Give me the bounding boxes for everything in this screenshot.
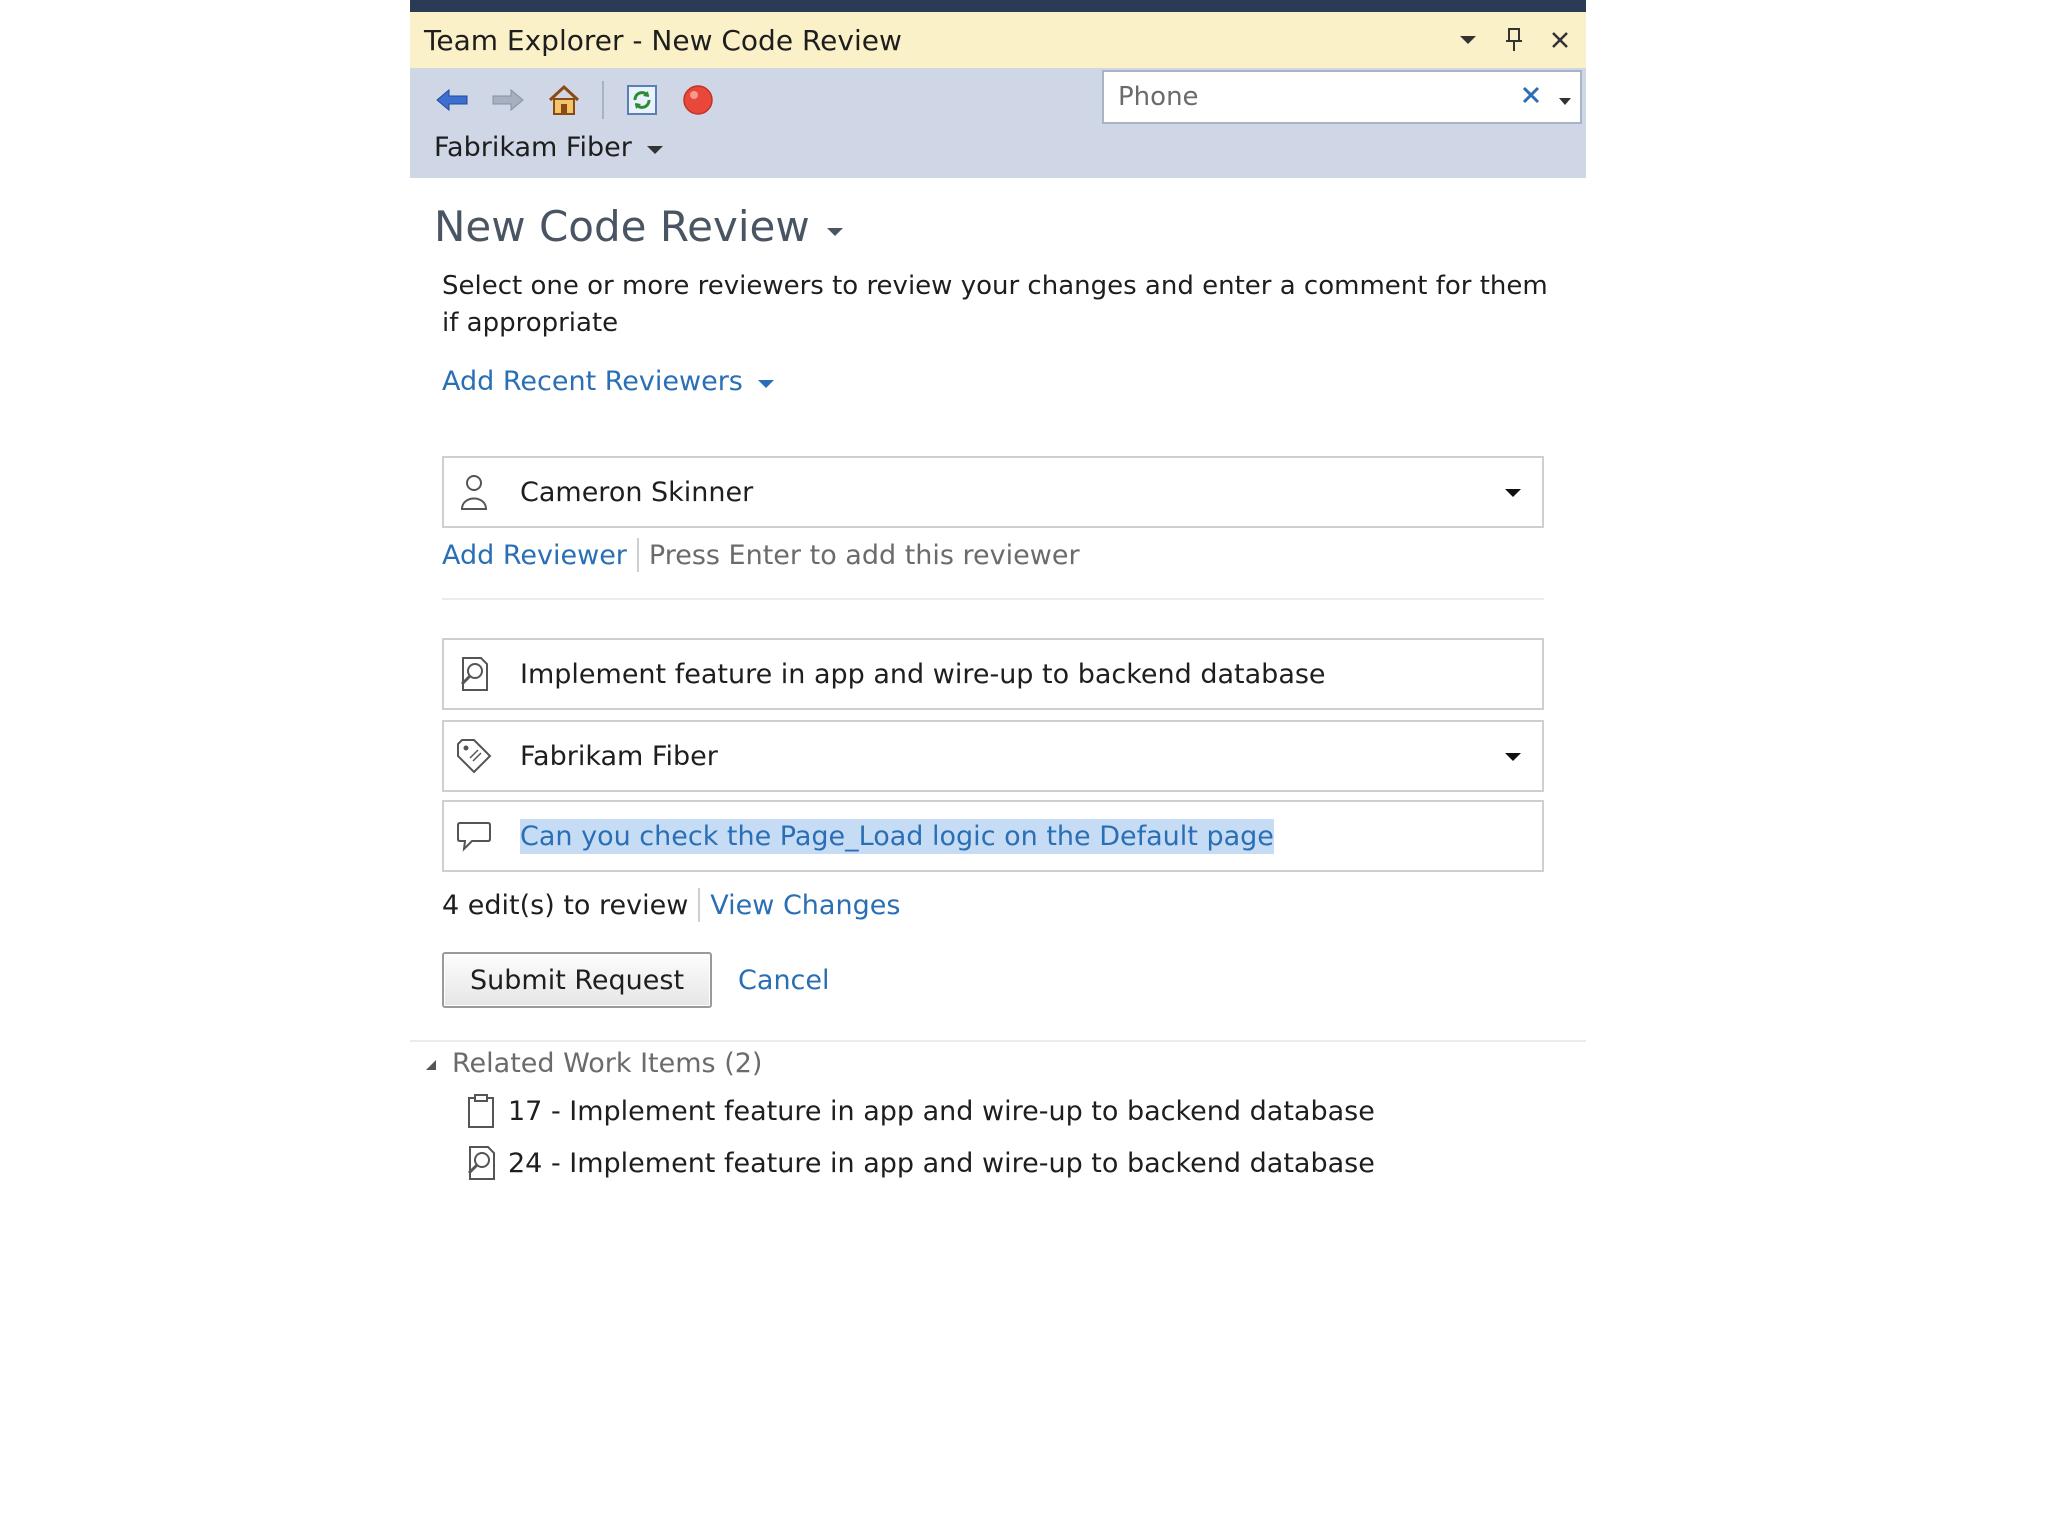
reviewer-combobox[interactable] — [442, 456, 1544, 528]
reviewer-dropdown-icon[interactable] — [1504, 484, 1522, 503]
add-reviewer-hint: Press Enter to add this reviewer — [648, 539, 1080, 571]
team-project-value: Fabrikam Fiber — [520, 740, 718, 772]
page-title-row[interactable] — [434, 202, 844, 251]
close-icon[interactable] — [1548, 28, 1572, 52]
project-name: Fabrikam Fiber — [434, 132, 632, 163]
actions-row — [442, 952, 830, 1008]
window-controls — [1456, 12, 1572, 68]
edits-row — [442, 888, 900, 922]
search-dropdown-icon[interactable] — [1558, 92, 1572, 111]
page-title: New Code Review — [434, 202, 810, 251]
refresh-icon[interactable] — [624, 82, 660, 118]
toolbar-separator — [602, 81, 604, 119]
divider — [442, 598, 1544, 600]
separator — [698, 888, 700, 922]
code-review-icon — [454, 654, 494, 694]
team-project-combobox[interactable] — [442, 720, 1544, 792]
pin-icon[interactable] — [1502, 28, 1526, 52]
add-recent-reviewers-link[interactable] — [442, 366, 775, 397]
toolbar-buttons — [434, 78, 716, 122]
forward-arrow-icon[interactable] — [490, 82, 526, 118]
clear-search-icon[interactable] — [1520, 84, 1542, 110]
person-icon — [454, 472, 494, 512]
project-selector[interactable] — [434, 132, 664, 163]
content-pane — [410, 178, 1586, 1360]
edits-summary: 4 edit(s) to review — [442, 889, 689, 921]
review-title-value: Implement feature in app and wire-up to backend database — [520, 658, 1326, 690]
related-work-item-label: 17 - Implement feature in app and wire-up to backend database — [508, 1095, 1375, 1127]
add-reviewer-row — [442, 538, 1080, 572]
home-icon[interactable] — [546, 82, 582, 118]
related-work-items-label: Related Work Items (2) — [452, 1048, 763, 1079]
cancel-link[interactable]: Cancel — [738, 964, 830, 996]
toolbar — [410, 68, 1586, 178]
chevron-down-icon — [757, 366, 775, 397]
divider — [410, 1040, 1586, 1042]
tag-icon — [454, 736, 494, 776]
task-icon — [462, 1092, 500, 1130]
review-title-field[interactable] — [442, 638, 1544, 710]
search-box[interactable] — [1102, 70, 1582, 124]
back-arrow-icon[interactable] — [434, 82, 470, 118]
comment-value: Can you check the Page_Load logic on the Default page — [520, 820, 1274, 852]
chevron-down-icon — [646, 132, 664, 163]
search-input[interactable] — [1118, 82, 1498, 112]
speech-bubble-icon — [454, 816, 494, 856]
collapse-triangle-icon[interactable] — [424, 1048, 438, 1079]
stop-icon[interactable] — [680, 82, 716, 118]
comment-field[interactable] — [442, 800, 1544, 872]
view-changes-link[interactable]: View Changes — [710, 889, 901, 921]
separator — [637, 538, 639, 572]
window-menu-dropdown-icon[interactable] — [1456, 28, 1480, 52]
team-project-dropdown-icon[interactable] — [1504, 748, 1522, 767]
title-bar — [410, 12, 1586, 68]
add-reviewer-link[interactable]: Add Reviewer — [442, 539, 627, 571]
reviewer-value: Cameron Skinner — [520, 476, 754, 508]
submit-request-button[interactable]: Submit Request — [442, 952, 712, 1008]
team-explorer-window — [410, 0, 1586, 1360]
related-work-items-header[interactable] — [424, 1048, 762, 1079]
window-title: Team Explorer - New Code Review — [424, 23, 902, 57]
related-work-item-label: 24 - Implement feature in app and wire-up to backend database — [508, 1147, 1375, 1179]
related-work-item[interactable] — [462, 1144, 1375, 1182]
instructions-text: Select one or more reviewers to review your changes and enter a comment for them if appropriate — [442, 271, 1548, 338]
page-menu-chevron-icon[interactable] — [826, 212, 844, 242]
code-review-icon — [462, 1144, 500, 1182]
add-recent-reviewers-label: Add Recent Reviewers — [442, 366, 743, 397]
related-work-item[interactable] — [462, 1092, 1375, 1130]
